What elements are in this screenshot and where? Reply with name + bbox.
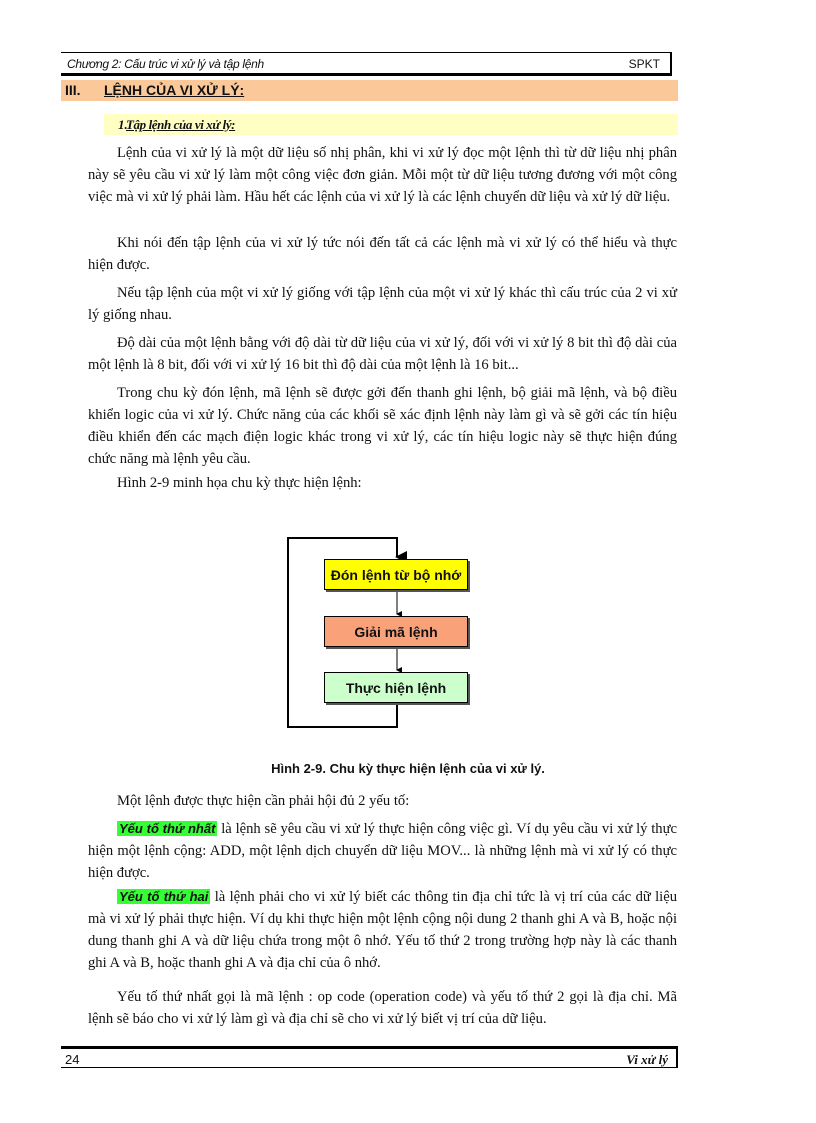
factor-2-text: là lệnh phải cho vi xử lý biết các thông tin địa chỉ tức là vị trí của các dữ liệu mà vi xử lý phải thực hiện. Ví dụ khi thực hiện một lệnh cộng nội dung 2 thanh ghi A và B, hoặc nội dung thanh ghi A và dữ liệu chứa trong một ô nhớ. Yếu tố thứ 2 trong trường hợp này là các thanh ghi A và B, hoặc thanh ghi A và địa chỉ của ô nhớ.	[88, 889, 678, 971]
fetch-box: Đón lệnh từ bộ nhớ	[324, 559, 468, 590]
page-footer	[61, 1046, 678, 1068]
factor-1-paragraph	[88, 818, 677, 884]
section-heading	[61, 80, 678, 101]
paragraph-4: Độ dài của một lệnh bằng với độ dài từ dữ liệu của vi xử lý, đối với vi xử lý 8 bit thì độ dài của một lệnh là 8 bit, đối với vi xử lý 16 bit thì độ dài của một lệnh là 16 bit...	[88, 335, 677, 373]
book-title: Vi xử lý	[626, 1052, 668, 1067]
figure-caption: Hình 2-9. Chu kỳ thực hiện lệnh của vi xử lý.	[271, 761, 545, 776]
decode-box: Giải mã lệnh	[324, 616, 468, 647]
subsection-title: Tập lệnh của vi xử lý:	[126, 117, 236, 132]
section-title: LỆNH CỦA VI XỬ LÝ:	[104, 82, 245, 98]
paragraph-3: Nếu tập lệnh của một vi xử lý giống với tập lệnh của một vi xử lý khác thì cấu trúc của 2 vi xử lý giống nhau.	[88, 285, 677, 323]
chapter-title: Chương 2: Cấu trúc vi xử lý và tập lệnh	[67, 57, 264, 71]
paragraph-1: Lệnh của vi xử lý là một dữ liệu số nhị phân, khi vi xử lý đọc một lệnh thì từ dữ liệu nhị phân này sẽ yêu cầu vi xử lý làm một công việc đơn giản. Mỗi một từ dữ liệu tương đương với một công việc mà vi xử lý phải làm. Hầu hết các lệnh của vi xử lý là các lệnh chuyển dữ liệu và xử lý dữ liệu.	[88, 145, 677, 205]
page-number: 24	[65, 1052, 80, 1067]
paragraph-6: Hình 2-9 minh họa chu kỳ thực hiện lệnh:	[117, 475, 362, 491]
school-name: SPKT	[628, 57, 660, 71]
execute-box: Thực hiện lệnh	[324, 672, 468, 703]
factor-2-highlight: Yếu tố thứ hai	[119, 889, 209, 904]
factor-2-paragraph	[88, 886, 677, 974]
instruction-cycle-diagram	[287, 537, 487, 737]
page-header	[61, 52, 672, 76]
subsection-heading	[104, 114, 678, 135]
factors-intro: Một lệnh được thực hiện cần phải hội đủ 2 yếu tố:	[117, 793, 410, 809]
subsection-number: 1.	[118, 117, 128, 132]
factor-1-highlight: Yếu tố thứ nhất	[119, 821, 216, 836]
paragraph-5: Trong chu kỳ đón lệnh, mã lệnh sẽ được gởi đến thanh ghi lệnh, bộ giải mã lệnh, và bộ điều khiển logic của vi xử lý. Chức năng của các khối sẽ xác định lệnh này làm gì và sẽ gởi các tín hiệu điều khiển đến các mạch điện logic khác trong vi xử lý, các tín hiệu logic này sẽ thực hiện đúng chức năng mà lệnh yêu cầu.	[88, 385, 677, 467]
section-number: III.	[65, 82, 81, 98]
factor-1-text: là lệnh sẽ yêu cầu vi xử lý thực hiện công việc gì. Ví dụ yêu cầu vi xử lý thực hiện một lệnh cộng: ADD, một lệnh dịch chuyển dữ liệu MOV... là những lệnh mà vi xử lý có thực hiện được.	[88, 821, 677, 881]
final-paragraph: Yếu tố thứ nhất gọi là mã lệnh : op code (operation code) và yếu tố thứ 2 gọi là địa chỉ. Mã lệnh sẽ báo cho vi xử lý làm gì và địa chỉ sẽ cho vi xử lý biết vị trí của dữ liệu.	[88, 989, 677, 1027]
paragraph-2: Khi nói đến tập lệnh của vi xử lý tức nói đến tất cả các lệnh mà vi xử lý có thể hiểu và thực hiện được.	[88, 235, 677, 273]
